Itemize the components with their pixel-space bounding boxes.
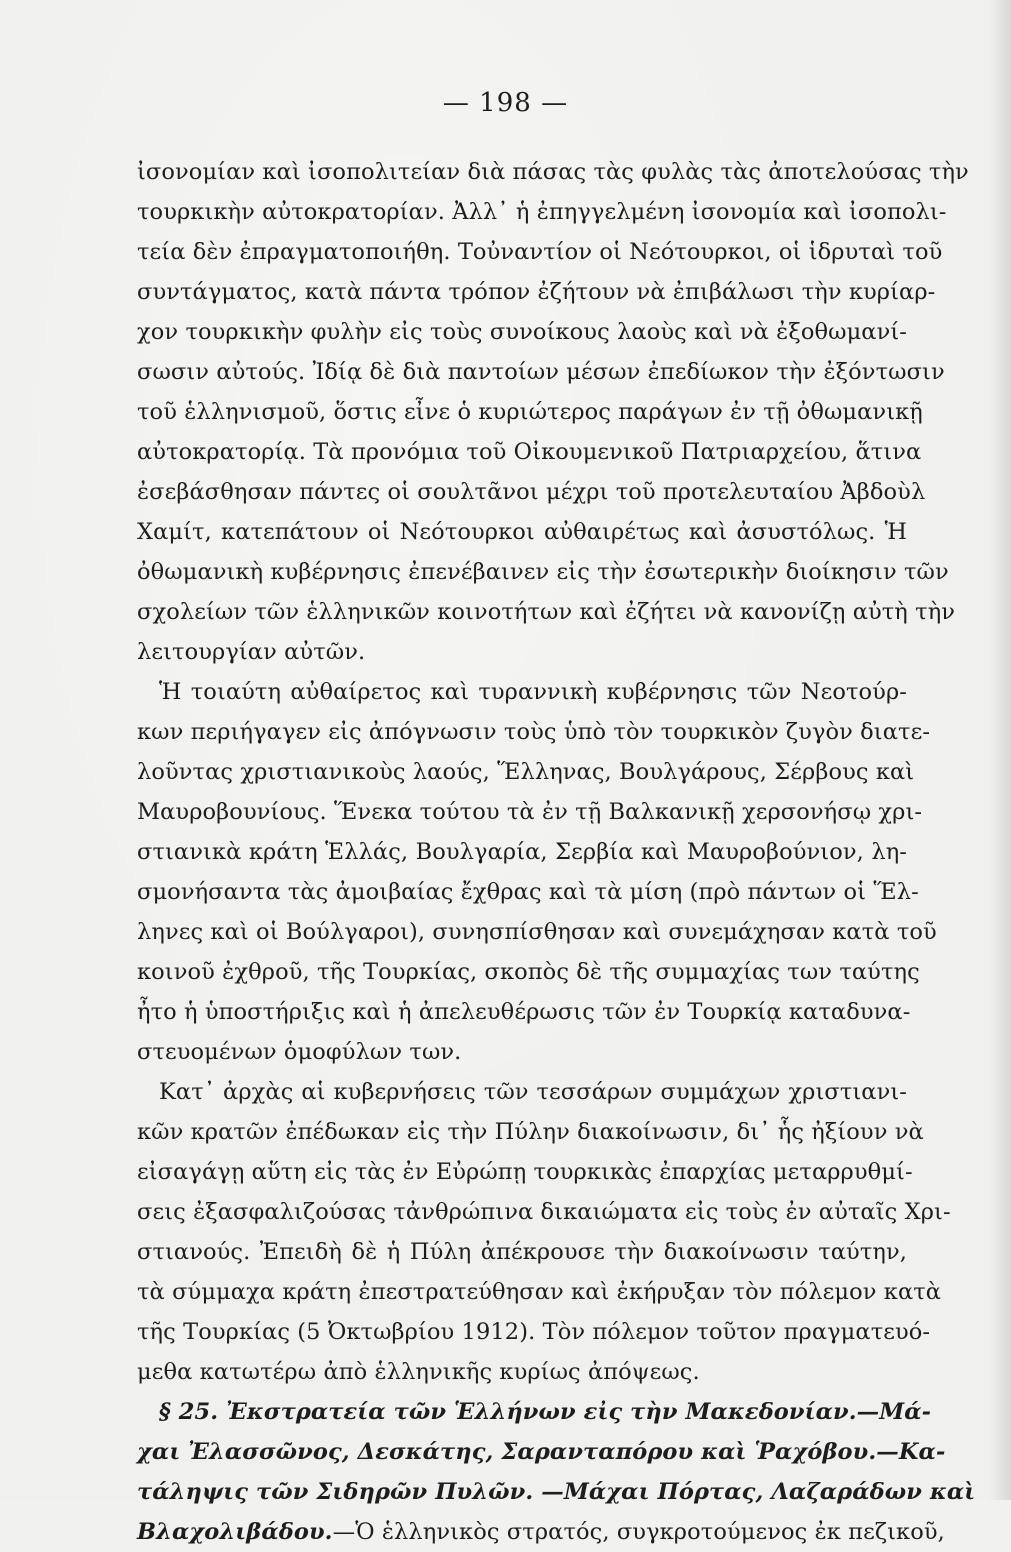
section-heading-line: τάληψις τῶν Σιδηρῶν Πυλῶν. —Μάχαι Πόρτας, Λαζαράδων καὶ [137, 1479, 976, 1505]
text-line: ὀθωμανικὴ κυβέρνησις ἐπενέβαινεν εἰς τὴν ἐσωτερικὴν διοίκησιν τῶν [137, 559, 949, 585]
section-body-start: —Ὁ ἑλληνικὸς στρατός, συγκροτούμενος ἐκ πεζικοῦ, [332, 1519, 945, 1545]
text-line: ἰσονομίαν καὶ ἰσοπολιτείαν διὰ πάσας τὰς φυλὰς τὰς ἀποτελούσας τὴν [137, 159, 969, 185]
text-line: ἦτο ἡ ὑποστήριξις καὶ ἡ ἀπελευθέρωσις τῶν ἐν Τουρκίᾳ καταδυνα- [137, 999, 911, 1025]
text-line: κῶν κρατῶν ἐπέδωκαν εἰς τὴν Πύλην διακοίνωσιν, δι᾿ ἧς ἠξίουν νὰ [137, 1119, 924, 1145]
text-line: στιανικὰ κράτη Ἑλλάς, Βουλγαρία, Σερβία καὶ Μαυροβούνιον, λη- [137, 839, 907, 865]
text-line: τεία δὲν ἐπραγματοποιήθη. Τοὐναντίον οἱ Νεότουρκοι, οἱ ἱδρυταὶ τοῦ [137, 239, 943, 265]
text-line: τῆς Τουρκίας (5 Ὀκτωβρίου 1912). Τὸν πόλεμον τοῦτον πραγματευό- [137, 1319, 931, 1345]
text-line: εἰσαγάγῃ αὕτη εἰς τὰς ἐν Εὐρώπῃ τουρκικὰς ἐπαρχίας μεταρρυθμί- [137, 1159, 913, 1185]
text-line: τοῦ ἑλληνισμοῦ, ὅστις εἶνε ὁ κυριώτερος παράγων ἐν τῇ ὀθωμανικῇ [137, 399, 923, 425]
text-line: μεθα κατωτέρω ἀπὸ ἑλληνικῆς κυρίως ἀπόψεως. [137, 1359, 700, 1385]
text-line: Κατ᾿ ἀρχὰς αἱ κυβερνήσεις τῶν τεσσάρων συμμάχων χριστιανι- [159, 1079, 907, 1105]
text-line: κων περιήγαγεν εἰς ἀπόγνωσιν τοὺς ὑπὸ τὸν τουρκικὸν ζυγὸν διατε- [137, 719, 931, 745]
text-line: σμονήσαντα τὰς ἀμοιβαίας ἔχθρας καὶ τὰ μίση (πρὸ πάντων οἱ Ἕλ- [137, 879, 919, 905]
text-line: λοῦντας χριστιανικοὺς λαούς, Ἕλληνας, Βουλγάρους, Σέρβους καὶ [137, 759, 915, 785]
page-number: — 198 — [442, 88, 569, 118]
section-heading-line: § 25. Ἐκστρατεία τῶν Ἑλλήνων εἰς τὴν Μακεδονίαν.—Μά- [159, 1399, 932, 1425]
text-line: σχολείων τῶν ἑλληνικῶν κοινοτήτων καὶ ἐζήτει νὰ κανονίζῃ αὐτὴ τὴν [137, 599, 956, 625]
text-line: Ἡ τοιαύτη αὐθαίρετος καὶ τυραννικὴ κυβέρνησις τῶν Νεοτούρ- [159, 679, 907, 705]
page-edge-shadow [989, 0, 1011, 1500]
text-line: στιανούς. Ἐπειδὴ δὲ ἡ Πύλη ἀπέκρουσε τὴν διακοίνωσιν ταύτην, [137, 1239, 907, 1265]
text-line: λειτουργίαν αὐτῶν. [137, 639, 366, 665]
section-heading-italic: Βλαχολιβάδου. [137, 1519, 333, 1545]
text-line: συντάγματος, κατὰ πάντα τρόπον ἐζήτουν νὰ ἐπιβάλωσι τὴν κυρίαρ- [137, 279, 936, 305]
text-line: ληνες καὶ οἱ Βούλγαροι), συνησπίσθησαν καὶ συνεμάχησαν κατὰ τοῦ [137, 919, 937, 945]
section-heading-line-last [137, 1512, 945, 1552]
text-line: αὐτοκρατορίᾳ. Τὰ προνόμια τοῦ Οἰκουμενικοῦ Πατριαρχείου, ἅτινα [137, 439, 922, 465]
paragraph-1 [137, 152, 969, 672]
paragraph-2 [137, 672, 937, 1072]
section-heading-line: χαι Ἐλασσῶνος, Δεσκάτης, Σαρανταπόρου καὶ Ῥαχόβου.—Κα- [137, 1439, 946, 1465]
section-25-heading [137, 1392, 976, 1552]
paragraph-3 [137, 1072, 951, 1392]
text-line: Χαμίτ, κατεπάτουν οἱ Νεότουρκοι αὐθαιρέτως καὶ ἀσυστόλως. Ἡ [137, 519, 907, 545]
text-line: χον τουρκικὴν φυλὴν εἰς τοὺς συνοίκους λαοὺς καὶ νὰ ἐξοθωμανί- [137, 319, 907, 345]
text-line: κοινοῦ ἐχθροῦ, τῆς Τουρκίας, σκοπὸς δὲ τῆς συμμαχίας των ταύτης [137, 959, 920, 985]
text-line: Μαυροβουνίους. Ἕνεκα τούτου τὰ ἐν τῇ Βαλκανικῇ χερσονήσῳ χρι- [137, 799, 923, 825]
text-line: σωσιν αὐτούς. Ἰδίᾳ δὲ διὰ παντοίων μέσων ἐπεδίωκον τὴν ἐξόντωσιν [137, 359, 945, 385]
text-line: τουρκικὴν αὐτοκρατορίαν. Ἀλλ᾿ ἡ ἐπηγγελμένη ἰσονομία καὶ ἰσοπολι- [137, 199, 947, 225]
text-line: τὰ σύμμαχα κράτη ἐπεστρατεύθησαν καὶ ἐκήρυξαν τὸν πόλεμον κατὰ [137, 1279, 942, 1305]
body-text [137, 152, 976, 1552]
text-line: σεις ἐξασφαλιζούσας τἀνθρώπινα δικαιώματα εἰς τοὺς ἐν αὐταῖς Χρι- [137, 1199, 951, 1225]
text-line: ἐσεβάσθησαν πάντες οἱ σουλτᾶνοι μέχρι τοῦ προτελευταίου Ἀβδοὺλ [137, 479, 926, 505]
text-line: στευομένων ὁμοφύλων των. [137, 1039, 462, 1065]
